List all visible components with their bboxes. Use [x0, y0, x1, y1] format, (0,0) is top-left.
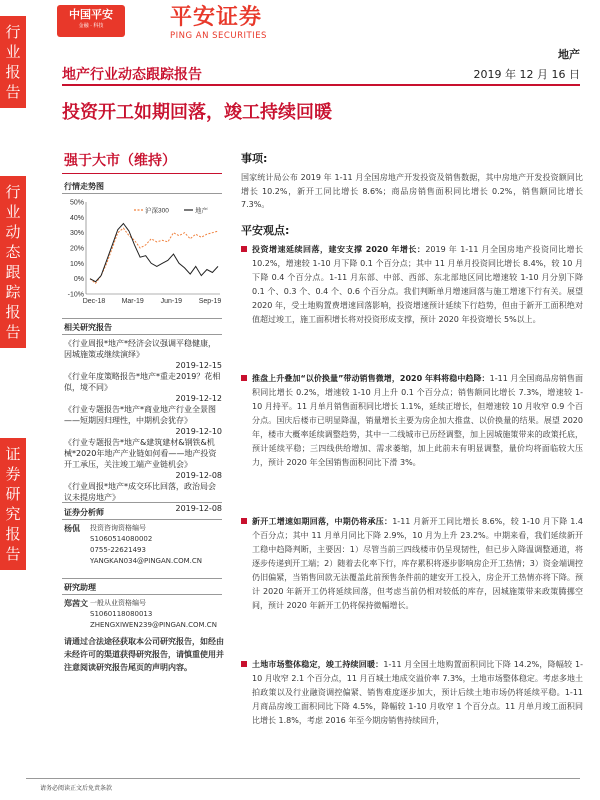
sidebar-char: 研: [5, 485, 21, 503]
related-report-date: 2019-12-10: [175, 427, 222, 436]
contact-line: S1060514080002: [90, 535, 153, 543]
y-tick-label: 30%: [69, 230, 84, 238]
y-tick-label: 0%: [73, 276, 84, 284]
logo-left-main: 中国平安: [69, 8, 113, 21]
assistant-info: [90, 598, 224, 631]
contact-line[interactable]: ZHENGXIWEN239@PINGAN.COM.CN: [90, 621, 217, 629]
price-trend-svg: [62, 196, 226, 316]
logo-left-sub: 金融 · 科技: [78, 23, 104, 29]
related-report-title[interactable]: 《行业专题报告*地产*商业地产行业全景图——短期因归理性，中期机会犹存》: [64, 405, 216, 425]
footer-divider: [26, 778, 580, 779]
disclaimer: 请通过合法途径获取本公司研究报告，如经由未经许可的渠道获得研究报告，请慎重使用并注意阅读研究报告尾页的声明内容。: [64, 637, 224, 672]
contact-line: 一般从业资格编号: [90, 599, 146, 607]
bullet-body: 2019 年 1-11 月全国房地产投资同比增长 10.2%，增速较 1-10 月下降 0.1 个百分点；其中 11 月单月投资同比增长 8.4%，较 10 月下降 0.4 个百分点。1-11 月东部、中部、西部、东北部地区同比增速较 1-10 月分别下降 0.1 个、0.3 个、0.4 个、0.6 个百分点。我们判断单月增速回落与施工增速下行有关。展望 2020 年，受土地购置费增速回落影响，投资增速预计延续下行趋势，但由于新开工面积绝对值超过竣工，施工面积增长将对投资形成支撑，预计 2020 年投资增长 5%以上。: [252, 245, 583, 324]
analyst-heading-divider: [62, 519, 222, 520]
sidebar-char: 态: [5, 243, 21, 261]
sidebar-label-tracking: [0, 176, 26, 348]
y-tick-label: 20%: [69, 245, 84, 253]
analyst-heading: 证券分析师: [64, 508, 104, 517]
y-tick-label: 50%: [69, 199, 84, 207]
bullet-body: 1-11 月全国商品房销售面积同比增长 0.2%，增速较 1-10 月上升 0.1 个百分点；销售额同比增长 7.3%，增速较 1-10 月持平。11 月单月销售面积同比增长 1.1%，延续正增长，但增速较 10 月收窄 0.9 个百分点。国庆后楼市已明显降温，销量增长主要为房企加大推盘、以价换量的结果。展望 2020 年，楼市大概率延续调整趋势，其中一二线城市已历经调整，加上因城施策带来的政策托底，预计延续平稳；三四线供给增加、需求萎缩，加上此前未有明显调整，量价均将面临较大压力，预计 2020 年全国销售面积同比下滑 3%。: [252, 374, 583, 467]
logo-right-cn: 平安证券: [170, 5, 263, 30]
sidebar-char: 报: [5, 525, 21, 543]
x-tick-label: Mar-19: [121, 298, 144, 305]
legend-label: 地产: [195, 207, 208, 215]
report-type: 地产行业动态跟踪报告: [62, 67, 202, 83]
chart-bottom-divider: [62, 318, 222, 319]
sidebar-char: 告: [5, 545, 21, 563]
sidebar-char: 行: [5, 183, 21, 201]
pingan-group-logo: [57, 5, 125, 37]
bullet-text: [252, 658, 583, 728]
sidebar-char: 业: [5, 43, 21, 61]
sidebar-label-securities: [0, 438, 26, 570]
sidebar-char: 报: [5, 63, 21, 81]
view-bullet: [241, 372, 583, 470]
related-report-item[interactable]: [64, 437, 222, 481]
series-line-1: [90, 224, 218, 282]
view-bullet: [241, 515, 583, 613]
chart-heading: 行情走势图: [64, 182, 104, 191]
related-report-date: 2019-12-15: [175, 361, 222, 370]
legend-label: 沪深300: [145, 207, 169, 215]
sidebar-char: 券: [5, 465, 21, 483]
sidebar: [0, 0, 26, 800]
related-reports-list: [64, 338, 222, 514]
bullet-text: [252, 243, 583, 327]
view-bullet: [241, 243, 583, 327]
sidebar-char: 告: [5, 83, 21, 101]
bullet-square-icon: [241, 375, 247, 381]
related-report-item[interactable]: [64, 338, 222, 371]
sidebar-char: 踪: [5, 283, 21, 301]
price-trend-chart: [62, 196, 226, 316]
logo-right-en: PING AN SECURITIES: [170, 31, 267, 41]
related-report-date: 2019-12-12: [175, 394, 222, 403]
sidebar-char: 证: [5, 445, 21, 463]
bullet-lead: 投资增速延续回落，建安支撑 2020 年增长：: [252, 245, 426, 254]
sidebar-char: 跟: [5, 263, 21, 281]
analyst-name: 杨侃: [64, 524, 80, 533]
contact-line: 0755-22621493: [90, 546, 146, 554]
page-title: 投资开工如期回落，竣工持续回暖: [62, 102, 332, 123]
sidebar-label-report: [0, 16, 26, 108]
footer-text: 请务必阅读正文后免责条款: [40, 785, 113, 792]
view-bullet: [241, 658, 583, 728]
contact-line: S1060118080013: [90, 610, 153, 618]
assistant-card: [64, 598, 224, 634]
bullet-text: [252, 515, 583, 613]
sidebar-char: 行: [5, 23, 21, 41]
x-tick-label: Dec-18: [82, 298, 106, 305]
events-heading: 事项:: [241, 152, 268, 165]
sidebar-char: 动: [5, 223, 21, 241]
related-report-title[interactable]: 《行业周报*地产*成交环比回落，政治局会议未提房地产》: [64, 482, 216, 502]
views-heading: 平安观点:: [241, 224, 290, 237]
related-heading: 相关研究报告: [64, 323, 112, 332]
assistant-name: 郑茜文: [64, 599, 88, 608]
assistant-heading: 研究助理: [64, 583, 96, 592]
y-tick-label: 40%: [69, 214, 84, 222]
contact-line[interactable]: YANGKAN034@PINGAN.COM.CN: [90, 557, 203, 565]
related-report-date: 2019-12-08: [175, 471, 222, 480]
related-report-date: 2019-12-08: [175, 504, 222, 513]
pingan-securities-logo: [170, 5, 267, 41]
bullet-lead: 推盘上升叠加“以价换量”带动销售微增，2020 年料将稳中趋降：: [252, 374, 490, 383]
related-report-title[interactable]: 《行业年度策略报告*地产*重走2019？花相似，境不同》: [64, 372, 221, 392]
rating: 强于大市（维持）: [64, 153, 176, 169]
chart-heading-divider: [62, 193, 222, 194]
bullet-body: 1-11 月全国土地购置面积同比下降 14.2%，降幅较 1-10 月收窄 2.1 个百分点，11 月百城土地成交溢价率 7.3%，土地市场整体稳定。考虑多地土拍政策以及行业融资调控偏紧、销售难度逐步加大，预计后续土地市场仍将延续平稳。1-11 月商品房竣工面积同比下降 4.5%，降幅较 1-10 月收窄 1 个百分点。11 月单月竣工面积同比增长 1.8%，考虑 2016 年至今期房销售持续回升，: [252, 660, 583, 725]
x-tick-label: Jun-19: [160, 298, 183, 305]
related-report-title[interactable]: 《行业周报*地产*经济会议强调平稳健康，因城施策或继续演绎》: [64, 339, 216, 359]
report-date: 2019 年 12 月 16 日: [473, 68, 580, 81]
sidebar-char: 究: [5, 505, 21, 523]
analyst-card: [64, 523, 224, 573]
industry-label: 地产: [558, 48, 580, 61]
sidebar-char: 告: [5, 323, 21, 341]
contact-line: 投资咨询资格编号: [90, 524, 146, 532]
y-tick-label: 10%: [69, 260, 84, 268]
header-divider: [62, 84, 580, 86]
bullet-square-icon: [241, 518, 247, 524]
bullet-square-icon: [241, 661, 247, 667]
rating-divider: [62, 173, 222, 174]
x-tick-label: Sep-19: [198, 298, 222, 305]
analyst-info: [90, 523, 224, 567]
sidebar-char: 业: [5, 203, 21, 221]
bullet-body: 1-11 月新开工同比增长 8.6%，较 1-10 月下降 1.4 个百分点；其中 11 月单月同比下降 2.9%，10 月为上升 23.2%。中期来看，我们延续新开工稳中趋降判断，主要因：1）尽管当前三四线楼市仍呈现韧性，但已步入降温调整通道，将逐步传递到开工端；2）随着去化率下行，库存累积将逐步影响房企开工热情；3）资金端调控仍旧偏紧，当销售回款无法覆盖此前预售条件前的建安开工投入，房企开工热情亦将下降。预计 2020 年新开工仍将延续回落，但考虑当前仍相对较低的库存，因城施策带来政策腾挪空间，预计 2020 年新开工仍将保持微幅增长。: [252, 517, 584, 610]
bullet-square-icon: [241, 246, 247, 252]
assistant-top-divider: [62, 578, 222, 579]
bullet-lead: 土地市场整体稳定，竣工持续回暖：: [252, 660, 384, 669]
related-heading-divider: [62, 334, 222, 335]
assistant-heading-divider: [62, 594, 222, 595]
bullet-lead: 新开工增速如期回落，中期仍将承压：: [252, 517, 393, 526]
related-report-title[interactable]: 《行业专题报告*地产&建筑建材&钢铁&机械*2020年地产产业链如何看——地产投资开工承压，关注竣工端产业链机会》: [64, 438, 217, 469]
bullet-text: [252, 372, 583, 470]
related-report-item[interactable]: [64, 404, 222, 437]
events-text: 国家统计局公布 2019 年 1-11 月全国房地产开发投资及销售数据，其中房地产开发投资额同比增长 10.2%，新开工同比增长 8.6%；商品房销售面积同比增长 0.2%，销售额同比增长 7.3%。: [241, 173, 583, 209]
related-report-item[interactable]: [64, 371, 222, 404]
y-tick-label: -10%: [67, 291, 84, 299]
sidebar-char: 报: [5, 303, 21, 321]
series-line-0: [90, 228, 218, 283]
related-bottom-divider: [62, 502, 222, 503]
